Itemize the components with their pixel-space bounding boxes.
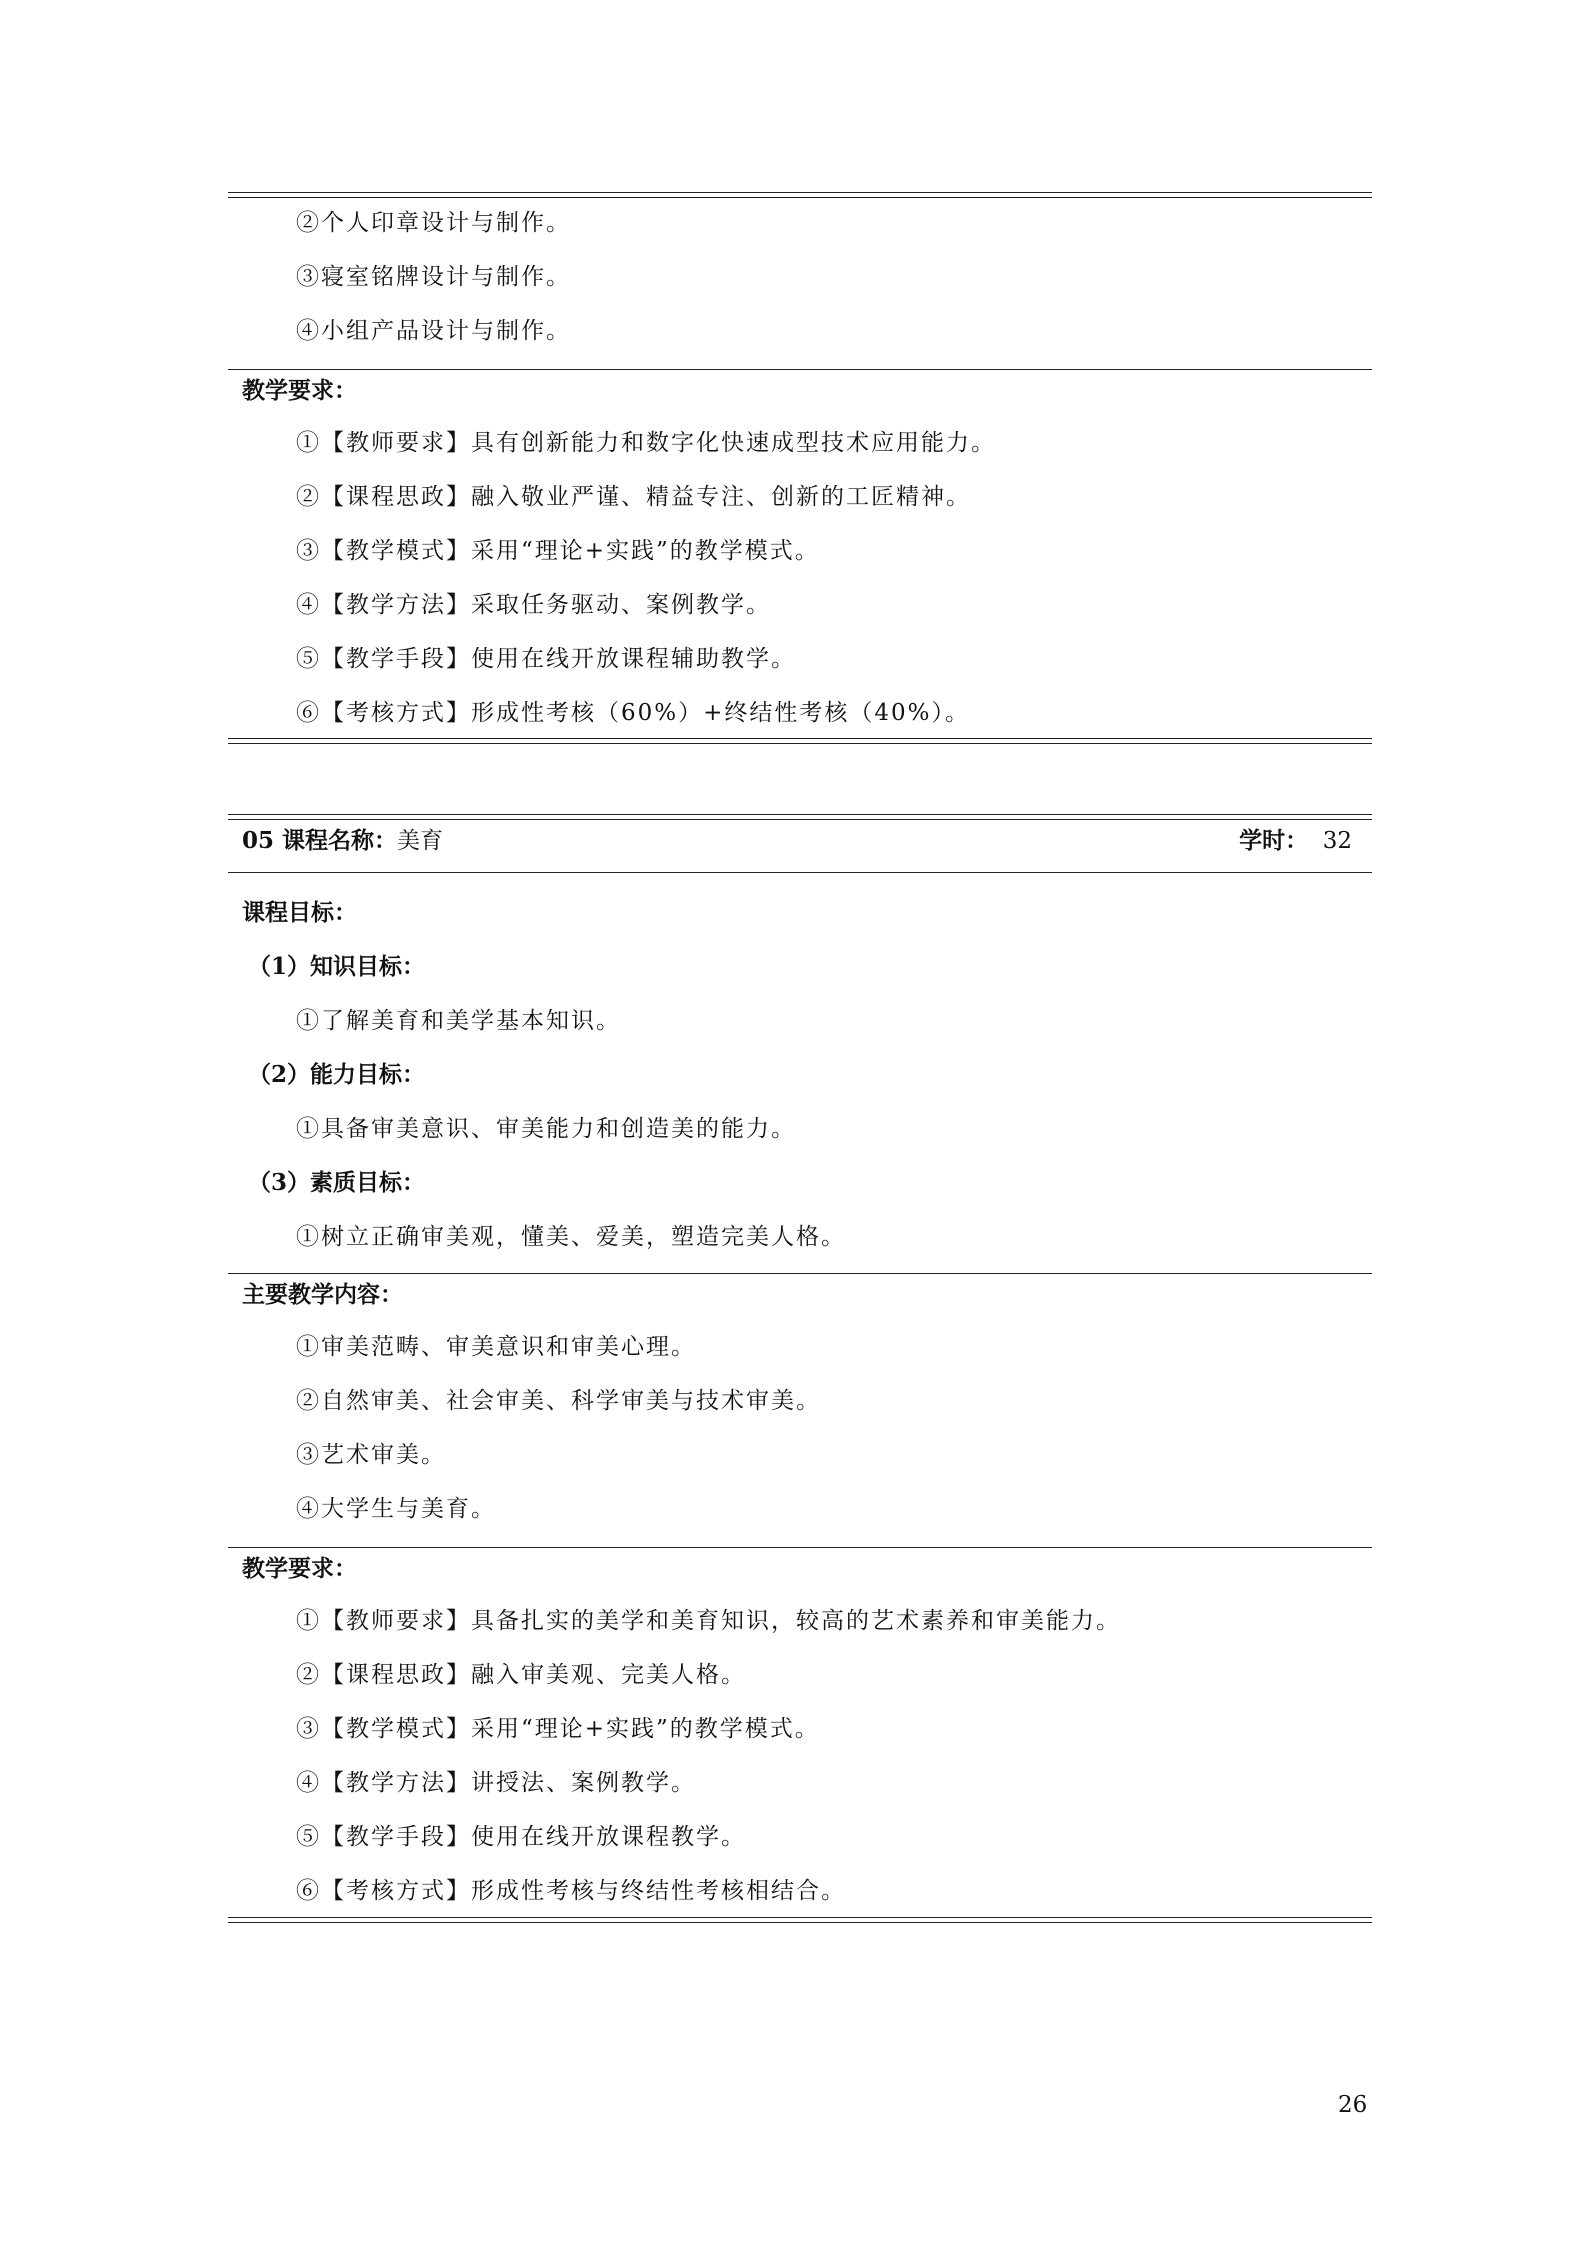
- hours-value: 32: [1322, 828, 1352, 854]
- requirement-item: ⑤【教学手段】使用在线开放课程教学。: [296, 1824, 746, 1850]
- content-item: ②个人印章设计与制作。: [296, 210, 571, 236]
- section-rule: [228, 369, 1372, 370]
- ability-objective-item: ①具备审美意识、审美能力和创造美的能力。: [296, 1116, 796, 1142]
- content-item: ③寝室铭牌设计与制作。: [296, 264, 571, 290]
- requirement-item: ②【课程思政】融入审美观、完美人格。: [296, 1662, 746, 1688]
- table-top-double-rule: [228, 192, 1372, 198]
- requirement-item: ⑥【考核方式】形成性考核（60%）+终结性考核（40%）。: [296, 700, 971, 726]
- requirements-label: 教学要求：: [242, 377, 357, 404]
- requirement-item: ⑥【考核方式】形成性考核与终结性考核相结合。: [296, 1878, 846, 1904]
- requirement-item: ④【教学方法】采取任务驱动、案例教学。: [296, 592, 771, 618]
- requirement-item: ①【教师要求】具有创新能力和数字化快速成型技术应用能力。: [296, 430, 996, 456]
- requirement-item: ⑤【教学手段】使用在线开放课程辅助教学。: [296, 646, 796, 672]
- section-rule: [228, 1273, 1372, 1274]
- course-hours: [1239, 826, 1352, 856]
- table-bottom-double-rule: [228, 738, 1372, 744]
- course-table-aesthetics: [228, 814, 1372, 1944]
- knowledge-objective-item: ①了解美育和美学基本知识。: [296, 1008, 621, 1034]
- header-rule: [228, 872, 1372, 873]
- requirement-item: ③【教学模式】采用“理论+实践”的教学模式。: [296, 538, 820, 564]
- objectives-label: 课程目标：: [242, 899, 357, 926]
- quality-objective-label: （3）素质目标：: [248, 1169, 426, 1196]
- page-number: 26: [1338, 2092, 1368, 2118]
- requirement-item: ①【教师要求】具备扎实的美学和美育知识，较高的艺术素养和审美能力。: [296, 1608, 1121, 1634]
- content-label: 主要教学内容：: [242, 1281, 403, 1308]
- knowledge-objective-label: （1）知识目标：: [248, 953, 426, 980]
- content-item: ④小组产品设计与制作。: [296, 318, 571, 344]
- requirement-item: ②【课程思政】融入敬业严谨、精益专注、创新的工匠精神。: [296, 484, 971, 510]
- table-bottom-double-rule: [228, 1917, 1372, 1923]
- course-title: [242, 826, 443, 856]
- requirement-item: ④【教学方法】讲授法、案例教学。: [296, 1770, 696, 1796]
- ability-objective-label: （2）能力目标：: [248, 1061, 426, 1088]
- section-rule: [228, 1547, 1372, 1548]
- requirement-item: ③【教学模式】采用“理论+实践”的教学模式。: [296, 1716, 820, 1742]
- content-item: ④大学生与美育。: [296, 1496, 496, 1522]
- table-top-double-rule: [228, 814, 1372, 820]
- content-item: ①审美范畴、审美意识和审美心理。: [296, 1334, 696, 1360]
- course-name: 美育: [397, 828, 444, 854]
- course-table-continued: [228, 192, 1372, 752]
- hours-label: 学时：: [1239, 827, 1309, 854]
- content-item: ②自然审美、社会审美、科学审美与技术审美。: [296, 1388, 821, 1414]
- content-item: ③艺术审美。: [296, 1442, 446, 1468]
- course-number-label: 05 课程名称：: [242, 827, 398, 854]
- requirements-label: 教学要求：: [242, 1555, 357, 1582]
- quality-objective-item: ①树立正确审美观，懂美、爱美，塑造完美人格。: [296, 1224, 846, 1250]
